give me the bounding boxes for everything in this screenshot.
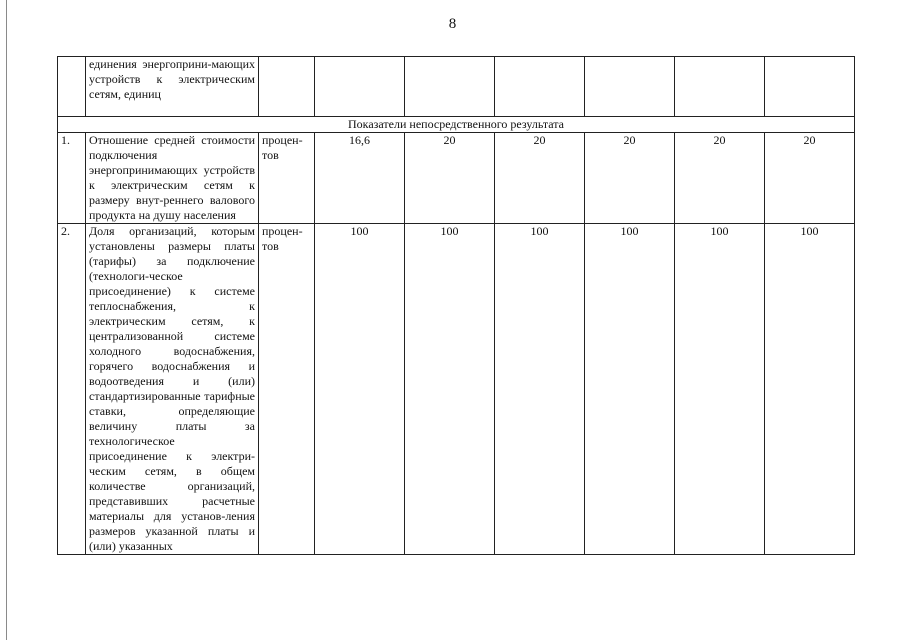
value-cell <box>405 57 495 117</box>
value-cell: 20 <box>675 133 765 224</box>
value-cell: 20 <box>405 133 495 224</box>
section-header-row <box>58 117 855 133</box>
value-cell: 16,6 <box>315 133 405 224</box>
table-row-continuation <box>58 57 855 117</box>
value-cell <box>315 57 405 117</box>
value-cell: 20 <box>495 133 585 224</box>
indicator-text-cell: Отношение средней стоимости подключения энергопринимающих устройств к электрическим сетям к размеру внут-реннего валового продукта на душу населения <box>86 133 259 224</box>
value-cell <box>765 57 855 117</box>
unit-cell: процен-тов <box>259 133 315 224</box>
value-cell <box>585 57 675 117</box>
unit-cell <box>259 57 315 117</box>
unit-cell: процен-тов <box>259 224 315 555</box>
section-header-cell: Показатели непосредственного результата <box>58 117 855 133</box>
value-cell: 100 <box>405 224 495 555</box>
page-number: 8 <box>448 16 457 32</box>
table-row <box>58 224 855 555</box>
table-row <box>58 133 855 224</box>
value-cell <box>495 57 585 117</box>
value-cell <box>675 57 765 117</box>
value-cell: 100 <box>495 224 585 555</box>
value-cell: 100 <box>675 224 765 555</box>
row-number-cell: 2. <box>58 224 86 555</box>
indicators-table <box>57 56 855 555</box>
value-cell: 100 <box>765 224 855 555</box>
indicator-text-cell: Доля организаций, которым установлены размеры платы (тарифы) за подключение (технологи-ческое присоединение) к системе теплоснабжения, к электрическим сетям, к централизованной системе холодного водоснабжения, горячего водоснабжения и водоотведения и (или) стандартизированные тарифные ставки, определяющие величину платы за технологическое присоединение к электри-ческим сетям, в общем количестве организаций, представивших расчетные материалы для установ-ления размеров указанной платы и (или) указанных <box>86 224 259 555</box>
indicator-text-cell: единения энергоприни-мающих устройств к электрическим сетям, единиц <box>86 57 259 117</box>
value-cell: 100 <box>585 224 675 555</box>
value-cell: 20 <box>765 133 855 224</box>
page-edge-line <box>6 0 7 640</box>
value-cell: 100 <box>315 224 405 555</box>
row-number-cell <box>58 57 86 117</box>
value-cell: 20 <box>585 133 675 224</box>
row-number-cell: 1. <box>58 133 86 224</box>
